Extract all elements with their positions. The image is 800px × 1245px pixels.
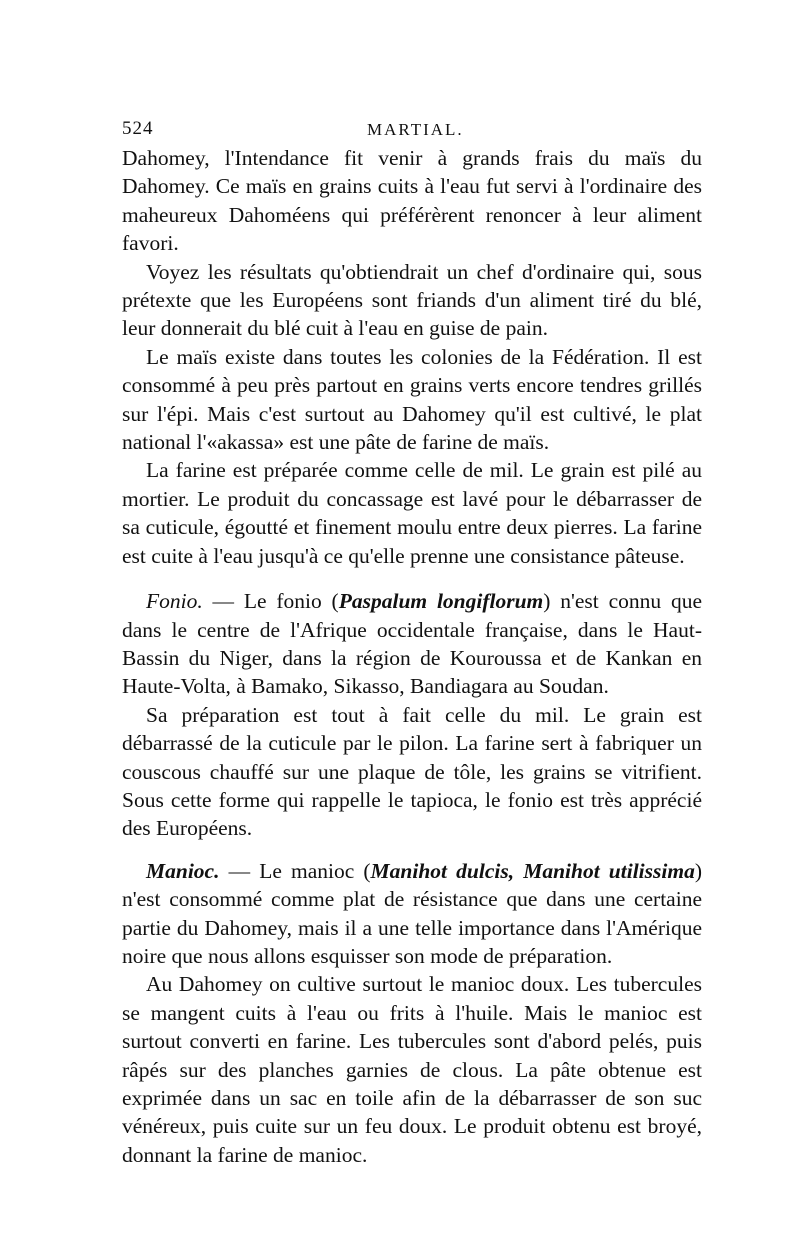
paragraph-farine-preparation: La farine est préparée comme celle de mil. Le grain est pilé au mortier. Le produit du concassage est lavé pour le débarrasser de sa cuticule, égoutté et finement moulu entre deux pierres. La farine est cuite à l'eau jusqu'à ce qu'elle prenne une consistance pâteuse. [122, 458, 702, 568]
running-title: MARTIAL. [367, 120, 464, 139]
latin-name-paspalum: Paspalum longiflorum [338, 589, 544, 614]
paragraph-fonio-preparation: Sa préparation est tout à fait celle du mil. Le grain est débarrassé de la cuticule par le pilon. La farine sert à fabriquer un couscous chauffé sur une plaque de tôle, les grains se vitrifient. Sous cette forme qui rappelle le tapioca, le fonio est très apprécié des Européens. [122, 702, 702, 841]
page-number: 524 [122, 118, 154, 139]
latin-name-manihot-utilissima: Manihot utilissima [523, 858, 695, 883]
paragraph-chef-ordinaire: Voyez les résultats qu'obtiendrait un chef d'ordinaire qui, sous prétexte que les Européens sont friands d'un aliment tiré du blé, leur donnerait du blé cuit à l'eau en guise de pain. [122, 259, 702, 341]
page-header [122, 118, 698, 142]
latin-separator: , [508, 858, 524, 883]
latin-name-manihot-dulcis: Manihot dulcis [370, 858, 509, 883]
paragraph-dahomey-intendance: Dahomey, l'Intendance fit venir à grands frais du maïs du Dahomey. Ce maïs en grains cuits à l'eau fut servi à l'ordinaire des maheureux Dahoméens qui préférèrent renoncer à leur aliment favori. [122, 146, 702, 256]
section-heading-fonio: Fonio. [146, 589, 203, 614]
body-text [122, 144, 702, 1169]
section-heading-manioc: Manioc. [146, 858, 220, 883]
fonio-dash: — Le fonio ( [202, 589, 339, 614]
paragraph-mais-colonies: Le maïs existe dans toutes les colonies de la Fédération. Il est consommé à peu près partout en grains verts encore tendres grillés sur l'épi. Mais c'est surtout au Dahomey qu'il est cultivé, le plat national l'«akassa» est une pâte de farine de maïs. [122, 344, 702, 455]
paragraph-fonio [122, 587, 702, 701]
manioc-text: ) n'est consommé comme plat de résistance que dans une certaine partie du Dahomey, mais il a une telle importance dans l'Amérique noire que nous allons esquisser son mode de préparation. [122, 858, 702, 968]
manioc-dash: — Le manioc ( [219, 858, 371, 883]
fonio-text: ) n'est connu que dans le centre de l'Afrique occidentale française, dans le Haut-Bassin du Niger, dans la région de Kouroussa et de Kankan en Haute-Volta, à Bamako, Sikasso, Bandiagara au Soudan. [122, 589, 702, 699]
paragraph-manioc [122, 857, 702, 971]
paragraph-manioc-dahomey: Au Dahomey on cultive surtout le manioc doux. Les tubercules se mangent cuits à l'eau ou frits à l'huile. Mais le manioc est surtout converti en farine. Les tubercules sont d'abord pelés, puis râpés sur des planches garnies de clous. La pâte obtenue est exprimée dans un sac en toile afin de la débarrasser de son suc vénéreux, puis cuite sur un feu doux. Le produit obtenu est broyé, donnant la farine de manioc. [122, 972, 702, 1167]
